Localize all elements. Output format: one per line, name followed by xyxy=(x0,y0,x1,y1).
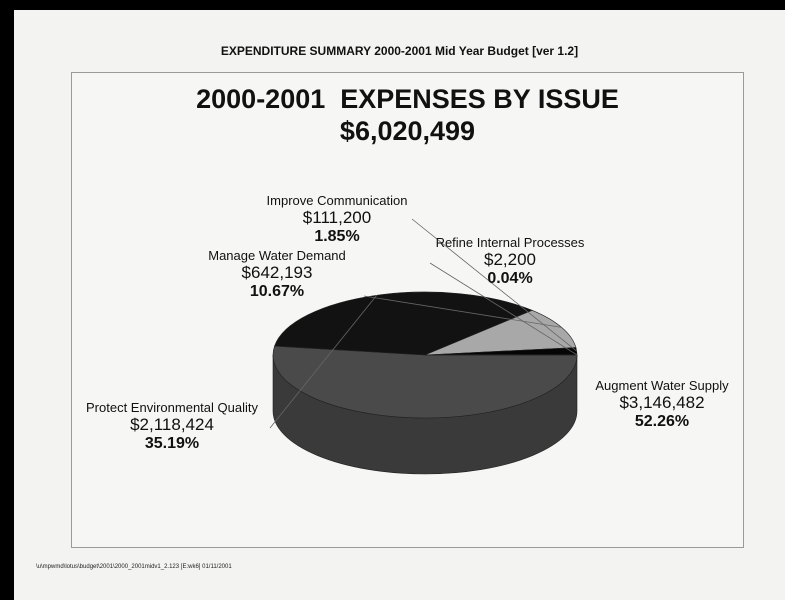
file-path-footer: \u\mpwmd\lotus\budget\2001\2000_2001midv1_2.123 [E:wk6] 01/11/2001 xyxy=(36,564,232,570)
label-manage-water-demand xyxy=(192,249,362,301)
slice-percent: 10.67% xyxy=(249,283,305,301)
slice-percent: 35.19% xyxy=(144,435,200,453)
slice-name: Improve Communication xyxy=(266,193,408,208)
slice-name: Manage Water Demand xyxy=(208,248,346,263)
document-sheet xyxy=(14,10,785,600)
slice-amount: $111,200 xyxy=(302,207,372,227)
slice-name: Refine Internal Processes xyxy=(435,235,585,250)
slice-amount: $2,200 xyxy=(484,249,536,269)
label-augment-water-supply xyxy=(577,379,747,431)
slice-percent: 52.26% xyxy=(634,413,690,431)
chart-title: 2000-2001 EXPENSES BY ISSUE xyxy=(196,84,619,114)
document-header: EXPENDITURE SUMMARY 2000-2001 Mid Year Budget [ver 1.2] xyxy=(220,44,579,58)
slice-name: Protect Environmental Quality xyxy=(86,400,258,415)
chart-frame xyxy=(71,72,744,548)
chart-subtitle: $6,020,499 xyxy=(339,116,476,146)
slice-percent: 1.85% xyxy=(314,228,360,246)
slice-amount: $3,146,482 xyxy=(619,392,705,412)
pie-chart xyxy=(72,73,743,547)
slice-percent: 0.04% xyxy=(487,270,533,288)
slice-name: Augment Water Supply xyxy=(595,378,729,393)
slice-amount: $2,118,424 xyxy=(130,414,214,434)
label-improve-communication xyxy=(252,194,422,246)
label-refine-internal-processes xyxy=(425,236,595,288)
label-protect-environmental-quality xyxy=(77,401,267,453)
slice-amount: $642,193 xyxy=(241,262,313,282)
